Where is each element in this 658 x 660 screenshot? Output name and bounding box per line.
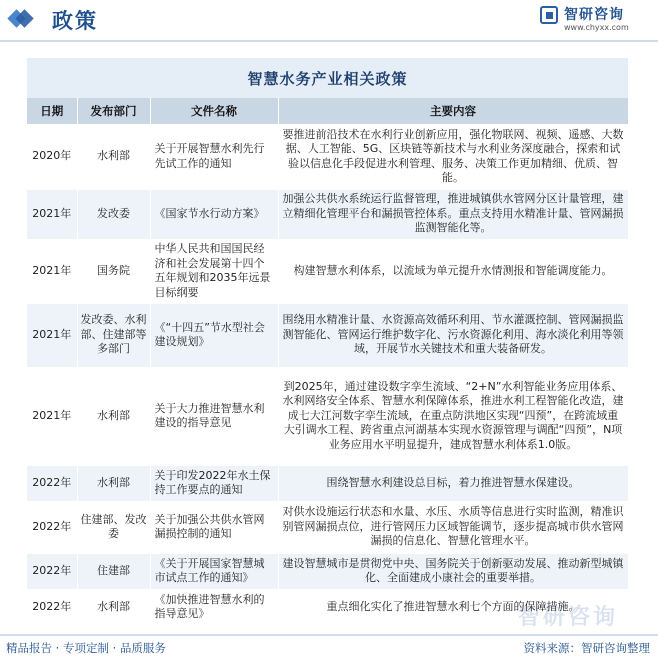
column-header-name: 文件名称 — [150, 98, 278, 124]
cell-content: 围绕用水精准计量、水资源高效循环利用、节水灌溉控制、管网漏损监测智能化、管网运行维护数字化、污水资源化利用、海水淡化利用等领域，开展节水关键技术和重大装备研发。 — [278, 303, 628, 367]
table-row — [27, 465, 628, 501]
cell-name: 《“十四五”节水型社会建设规划》 — [150, 303, 278, 367]
cell-dept: 国务院 — [77, 239, 150, 303]
cell-date: 2021年 — [27, 367, 77, 465]
cell-dept: 水利部 — [77, 367, 150, 465]
table-row — [27, 367, 628, 465]
cell-content: 加强公共供水系统运行监督管理，推进城镇供水管网分区计量管理，建立精细化管理平台和漏损管控体系。重点支持用水精准计量、管网漏损监测智能化等。 — [278, 189, 628, 239]
cell-name: 关于开展智慧水利先行先试工作的通知 — [150, 124, 278, 189]
cell-dept: 住建部 — [77, 553, 150, 589]
logo-name: 智研咨询 — [564, 7, 624, 23]
table-row — [27, 501, 628, 553]
cell-dept: 住建部、发改委 — [77, 501, 150, 553]
footer-source: 资料来源：智研咨询整理 — [523, 641, 650, 655]
brand-logo — [540, 4, 650, 36]
table-title: 智慧水务产业相关政策 — [27, 58, 628, 98]
cell-name: 《国家节水行动方案》 — [150, 189, 278, 239]
cell-dept: 发改委 — [77, 189, 150, 239]
cell-date: 2022年 — [27, 589, 77, 625]
cell-dept: 水利部 — [77, 589, 150, 625]
column-header-dept: 发布部门 — [77, 98, 150, 124]
footer-divider — [0, 634, 658, 636]
cell-content: 建设智慧城市是贯彻党中央、国务院关于创新驱动发展、推动新型城镇化、全面建成小康社会的重要举措。 — [278, 553, 628, 589]
cell-name: 关于大力推进智慧水利建设的指导意见 — [150, 367, 278, 465]
diamond-icon — [10, 8, 32, 30]
table-row — [27, 553, 628, 589]
cell-content: 构建智慧水利体系，以流域为单元提升水情测报和智能调度能力。 — [278, 239, 628, 303]
table-row — [27, 189, 628, 239]
cell-date: 2021年 — [27, 303, 77, 367]
cell-date: 2022年 — [27, 501, 77, 553]
cell-date: 2020年 — [27, 124, 77, 189]
cell-content: 要推进前沿技术在水利行业创新应用，强化物联网、视频、遥感、大数据、人工智能、5G、区块链等新技术与水利业务深度融合，探索和试验以信息化手段促进水利管理、服务、决策工作更加精细、优质、智能。 — [278, 124, 628, 189]
cell-content: 围绕智慧水利建设总目标，着力推进智慧水保建设。 — [278, 465, 628, 501]
cell-name: 关于加强公共供水管网漏损控制的通知 — [150, 501, 278, 553]
logo-url: www.chyxx.com — [564, 23, 629, 32]
cell-date: 2022年 — [27, 465, 77, 501]
logo-icon — [540, 6, 558, 24]
column-header-date: 日期 — [27, 98, 77, 124]
policy-table — [27, 98, 629, 625]
cell-content: 到2025年，通过建设数字孪生流域、“2+N”水利智能业务应用体系、水利网络安全体系、智慧水利保障体系，推进水利工程智能化改造，建成七大江河数字孪生流域，在重点防洪地区实现“四预”，在跨流域重大引调水工程、跨省重点河湖基本实现水资源管理与调配“四预”，N项业务应用水平明显提升，建成智慧水利体系1.0版。 — [278, 367, 628, 465]
cell-name: 中华人民共和国国民经济和社会发展第十四个五年规划和2035年远景目标纲要 — [150, 239, 278, 303]
page-footer — [0, 634, 658, 660]
cell-name: 《关于开展国家智慧城市试点工作的通知》 — [150, 553, 278, 589]
table-header-row — [27, 98, 628, 124]
policy-table-container — [27, 58, 628, 625]
cell-date: 2021年 — [27, 239, 77, 303]
header-divider — [0, 40, 658, 42]
cell-dept: 水利部 — [77, 124, 150, 189]
cell-name: 关于印发2022年水土保持工作要点的通知 — [150, 465, 278, 501]
cell-date: 2021年 — [27, 189, 77, 239]
cell-name: 《加快推进智慧水利的指导意见》 — [150, 589, 278, 625]
page-header — [0, 0, 658, 42]
cell-dept: 发改委、水利部、住建部等多部门 — [77, 303, 150, 367]
footer-tagline: 精品报告 · 专项定制 · 品质服务 — [6, 641, 166, 655]
watermark: 智研咨询 — [517, 605, 618, 630]
table-row — [27, 239, 628, 303]
column-header-content: 主要内容 — [278, 98, 628, 124]
table-row — [27, 124, 628, 189]
table-row — [27, 303, 628, 367]
cell-dept: 水利部 — [77, 465, 150, 501]
cell-date: 2022年 — [27, 553, 77, 589]
cell-content: 重点细化实化了推进智慧水利七个方面的保障措施。 — [278, 589, 628, 625]
cell-content: 对供水设施运行状态和水量、水压、水质等信息进行实时监测，精准识别管网漏损点位，进行管网压力区域智能调节，逐步提高城市供水管网漏损的信息化、智慧化管理水平。 — [278, 501, 628, 553]
page-title: 政策 — [52, 9, 98, 33]
